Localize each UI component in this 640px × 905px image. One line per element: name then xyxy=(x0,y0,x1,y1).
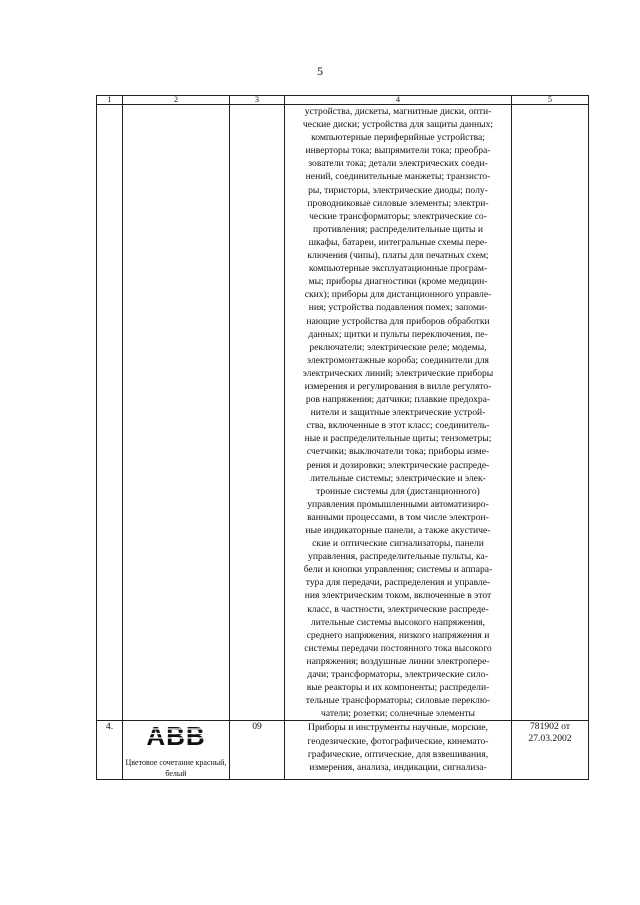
goods-line: шкафы, батареи, интегральные схемы пере- xyxy=(308,236,488,248)
column-header-2: 2 xyxy=(123,96,230,105)
trademark-cell xyxy=(123,721,230,780)
goods-line: управления, распределительные пульты, ка- xyxy=(308,551,488,563)
goods-line: лительные системы; электрические и элек- xyxy=(310,472,486,484)
table-row-continued xyxy=(97,105,589,721)
goods-line: ческие диски; устройства для защиты данных; xyxy=(302,119,494,131)
goods-line: напряжения; воздушные линии электропере- xyxy=(306,655,490,667)
goods-line: данных; щитки и пульты переключения, пе- xyxy=(308,328,488,340)
column-header-3: 3 xyxy=(230,96,285,105)
goods-line: среднего напряжения, низкого напряжения и xyxy=(306,629,490,641)
goods-line: геодезические, фотографические, кинемато- xyxy=(307,735,489,747)
goods-line: тура для передачи, распределения и управле- xyxy=(305,577,491,589)
goods-line: противления; распределительные щиты и xyxy=(312,223,484,235)
goods-line: измерения, анализа, индикации, сигнализа- xyxy=(309,761,487,773)
goods-line: устройства, дискеты, магнитные диски, опти- xyxy=(304,106,492,117)
goods-line: компьютерные эксплуатационные програм- xyxy=(308,263,488,275)
column-header-5: 5 xyxy=(512,96,589,105)
goods-line: ключения (чипы), платы для печатных схем; xyxy=(307,250,489,262)
goods-line: компьютерные периферийные устройства; xyxy=(311,132,485,144)
goods-line: электрических линий; электрические приборы xyxy=(302,367,494,379)
table-row-4 xyxy=(97,721,589,780)
color-combination-note: Цветовое сочетание красный, белый xyxy=(125,758,227,779)
goods-line: ния; устройства подавления помех; запоми- xyxy=(308,302,488,314)
goods-line: тельные трансформаторы; силовые переклю- xyxy=(305,695,491,707)
goods-line: чатели; розетки; солнечные элементы xyxy=(321,708,475,720)
goods-line: реключатели; электрические реле; модемы, xyxy=(309,341,487,353)
goods-line: ванными процессами, в том числе электрон- xyxy=(307,511,489,523)
goods-line: мы; приборы диагностики (кроме медицин- xyxy=(308,276,488,288)
continued-goods-cell xyxy=(285,105,512,721)
goods-line: ные индикаторные панели, а также акустиче- xyxy=(305,525,491,536)
goods-line: управления промышленными автоматизиро- xyxy=(307,498,489,510)
goods-line: измерения и регулирования в вилле регулято- xyxy=(304,380,492,392)
goods-line: нений, соединительные манжеты; транзисто- xyxy=(305,171,491,183)
goods-line: электромонтажные короба; соединители для xyxy=(307,354,489,366)
goods-line: тронные системы для (дистанционного) xyxy=(316,485,480,497)
trademark-table xyxy=(96,95,589,780)
goods-line: лительные системы высокого напряжения, xyxy=(310,616,486,628)
goods-line: ния электрическим током, включенные в этот xyxy=(304,590,492,602)
column-number-row xyxy=(97,96,589,105)
svg-text:ABB: ABB xyxy=(146,723,206,750)
goods-line: счетчики; выключатели тока; приборы изме- xyxy=(306,446,490,458)
goods-line: проводниковые силовые элементы; электри- xyxy=(307,197,489,209)
goods-line: ческие трансформаторы; электрические со- xyxy=(309,210,487,222)
goods-cell xyxy=(285,721,512,780)
goods-line: вые реакторы и их компоненты; распредели- xyxy=(306,682,490,694)
row-number: 4. xyxy=(97,721,123,780)
goods-line: ры, тиристоры, электрические диоды; полу- xyxy=(308,184,488,196)
column-header-4: 4 xyxy=(285,96,512,105)
goods-line: зователи тока; детали электрических соеди- xyxy=(308,158,488,170)
column-header-1: 1 xyxy=(97,96,123,105)
goods-line: рения и дозировки; электрические распреде- xyxy=(306,459,490,471)
goods-line: ские и оптические сигнализаторы, панели xyxy=(312,538,484,550)
goods-line: инверторы тока; выпрямители тока; преобра- xyxy=(305,145,491,157)
goods-line: ные и распределительные щиты; тензометры; xyxy=(304,433,492,445)
goods-line: ских); приборы для дистанционного управле- xyxy=(304,289,492,301)
abb-logo xyxy=(146,723,206,749)
goods-line: нающие устройства для приборов обработки xyxy=(306,315,490,327)
goods-line: нители и защитные электрические устрой- xyxy=(310,407,486,419)
goods-line: бели и кнопки управления; системы и аппара- xyxy=(303,564,493,576)
continued-registration-cell xyxy=(512,105,589,721)
goods-line: ства, включенные в этот класс; соединитель- xyxy=(306,420,490,432)
continued-class-cell xyxy=(230,105,285,721)
goods-line: Приборы и инструменты научные, морские, xyxy=(308,722,488,734)
continued-mark-cell xyxy=(123,105,230,721)
goods-line: дачи; трансформаторы, электрические сило- xyxy=(307,669,489,681)
goods-line: ров напряжения; датчики; плавкие предохра- xyxy=(305,394,491,406)
goods-line: класс, в частности, электрические распреде- xyxy=(307,603,489,615)
page-number: 5 xyxy=(317,64,323,78)
class-number: 09 xyxy=(230,721,285,780)
registration-cell: 781902 от 27.03.2002 xyxy=(512,721,589,780)
goods-line: графические, оптические, для взвешивания, xyxy=(307,748,489,760)
continued-number-cell xyxy=(97,105,123,721)
goods-line: системы передачи постоянного тока высокого xyxy=(304,642,492,654)
